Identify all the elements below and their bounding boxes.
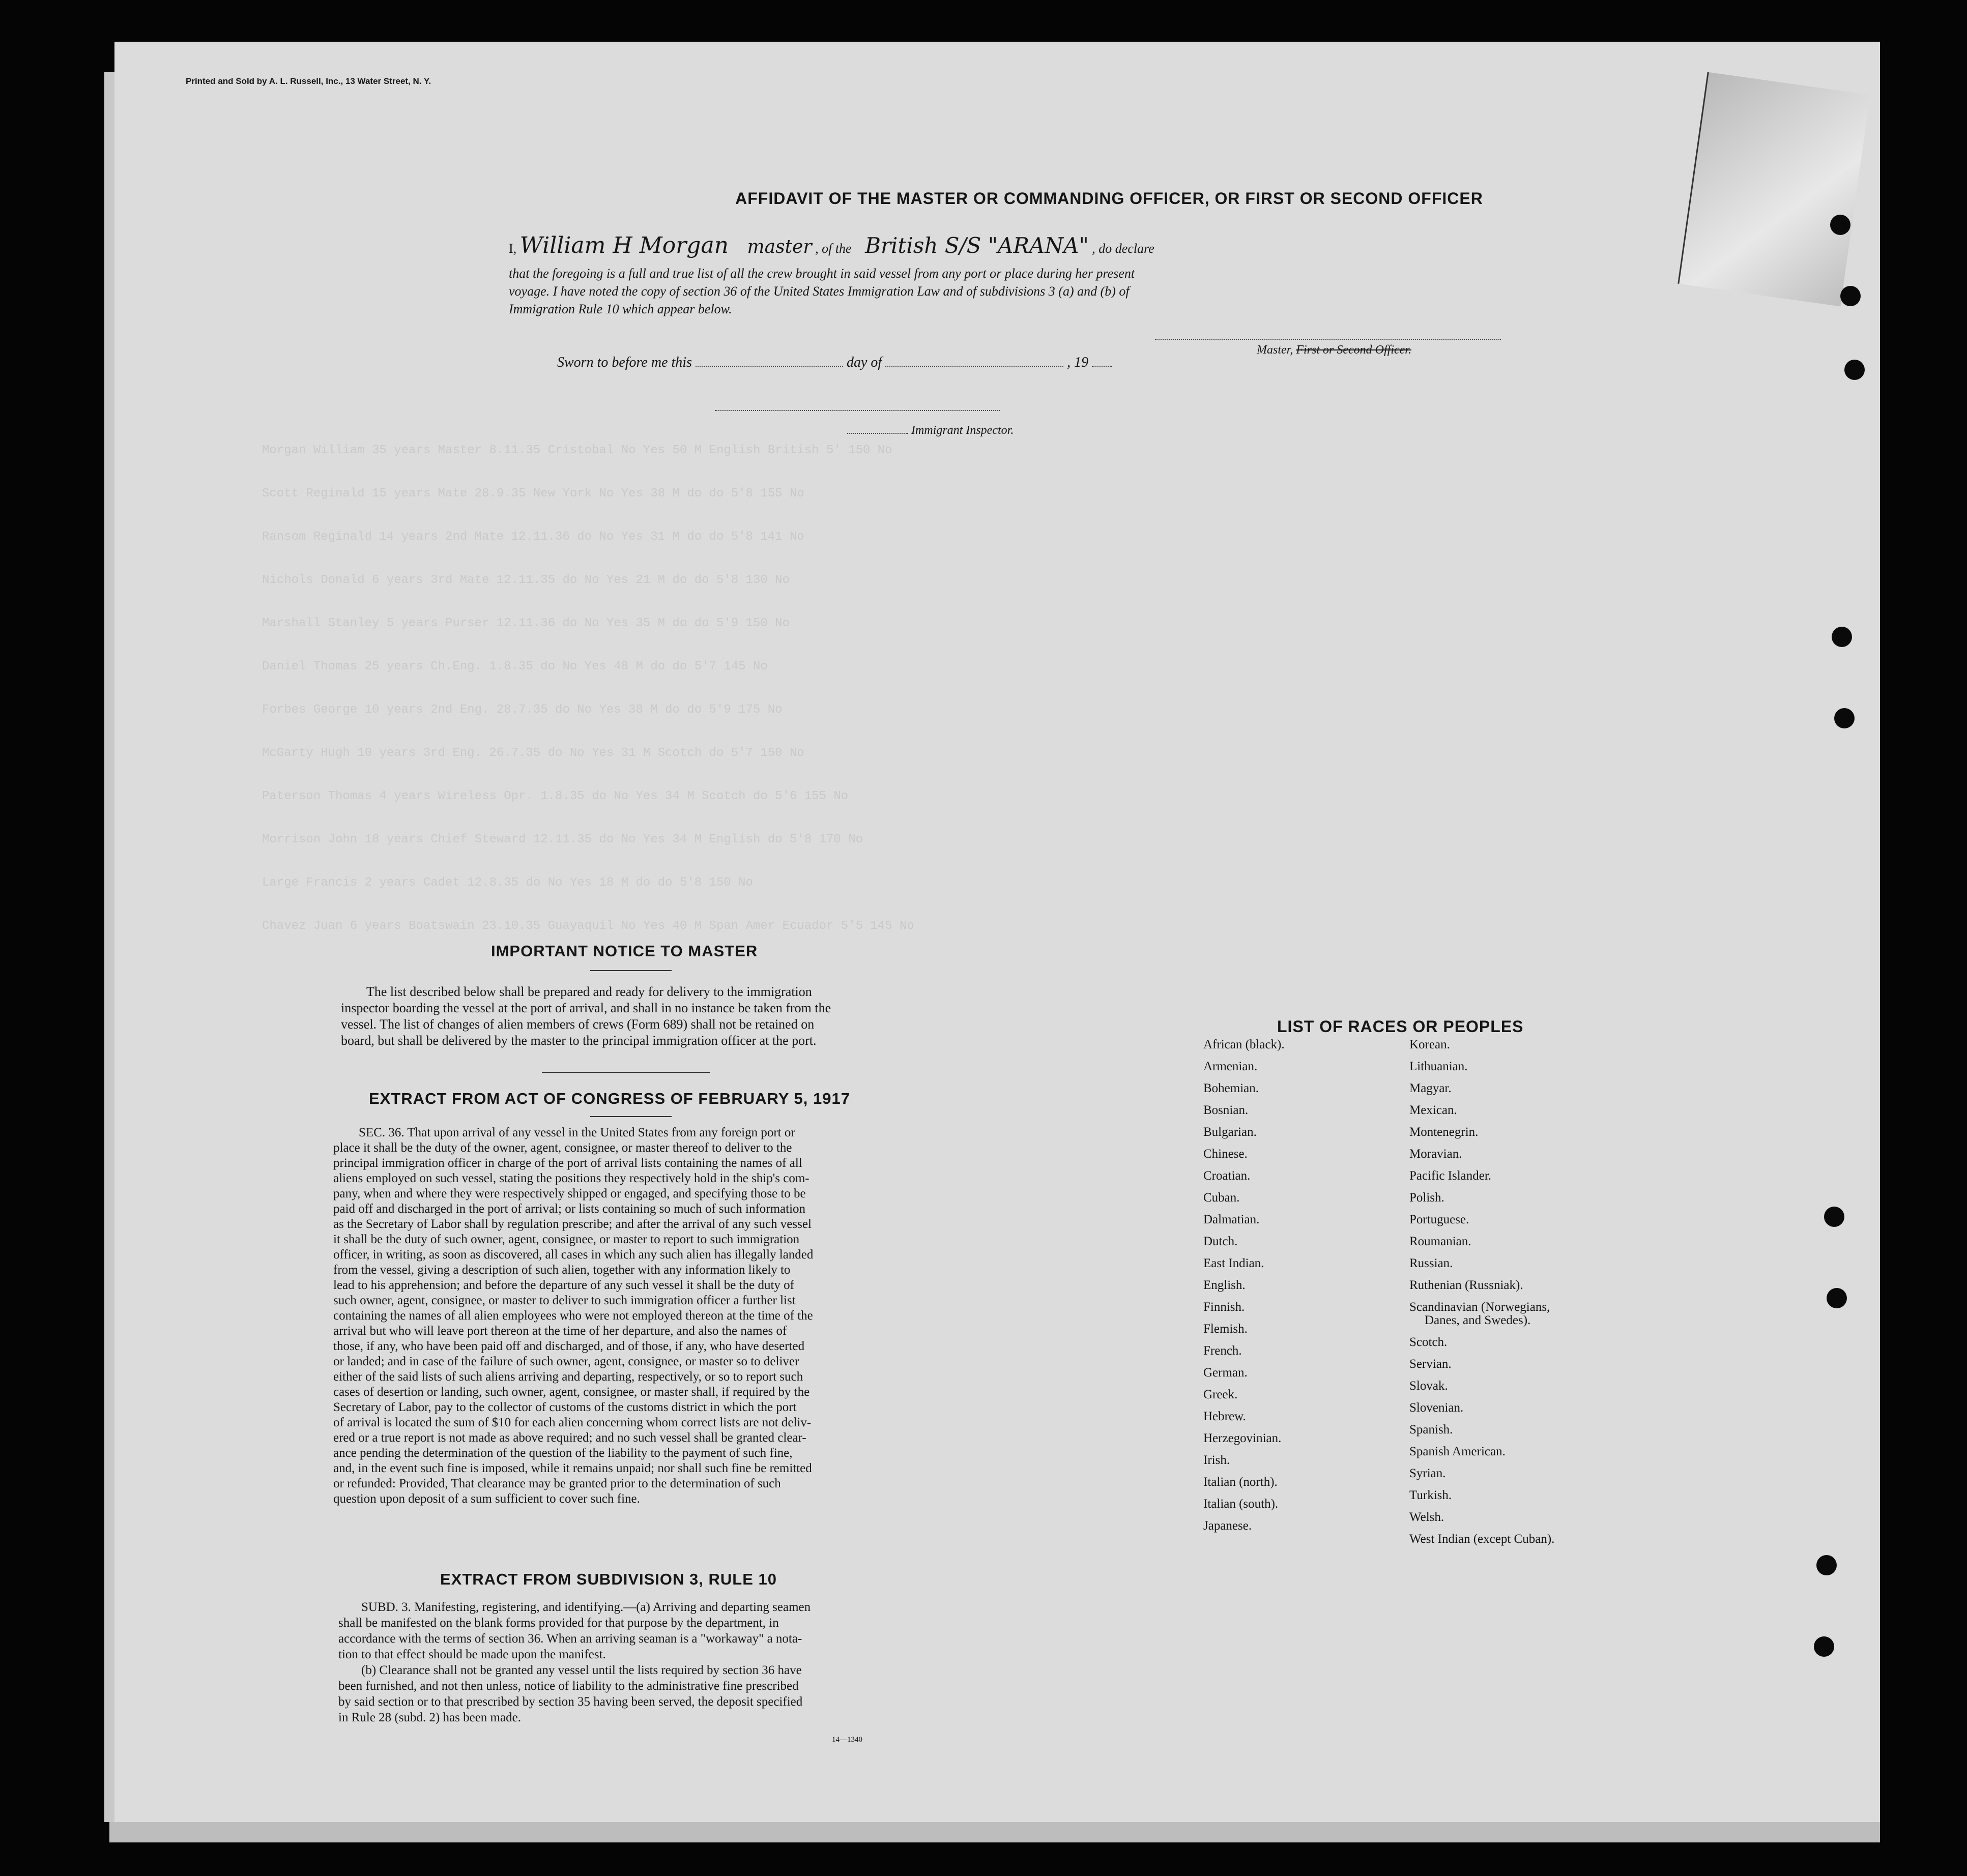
race-item: Scandinavian (Norwegians, — [1409, 1300, 1550, 1314]
race-item: Cuban. — [1203, 1191, 1240, 1205]
race-item: Korean. — [1409, 1038, 1450, 1051]
race-item: Croatian. — [1203, 1169, 1251, 1183]
race-item: Armenian. — [1203, 1060, 1258, 1073]
inspector-label: Immigrant Inspector. — [911, 424, 1014, 437]
notice-body — [341, 984, 1046, 1049]
race-item: Servian. — [1409, 1357, 1452, 1371]
sworn-year-blank — [1092, 366, 1112, 367]
extract-act-line: arrival but who will leave port thereon at the time of her departure, and also the names of — [333, 1324, 787, 1338]
race-item: East Indian. — [1203, 1256, 1264, 1270]
punch-hole — [1840, 286, 1861, 306]
extract-rule-line: SUBD. 3. Manifesting, registering, and identifying.—(a) Arriving and departing seamen — [361, 1600, 811, 1614]
race-item: Lithuanian. — [1409, 1060, 1468, 1073]
extract-act-line: aliens employed on such vessel, stating the positions they respectively hold in the ship's com- — [333, 1171, 809, 1185]
extract-act-line: principal immigration officer in charge of the port of arrival lists containing the names of all — [333, 1156, 802, 1170]
stacked-page-edge — [104, 72, 114, 1822]
day-of-label: day of — [846, 355, 882, 370]
extract-act-line: SEC. 36. That upon arrival of any vessel in the United States from any foreign port or — [359, 1126, 795, 1139]
signature-struck-label: First or Second Officer. — [1296, 343, 1411, 357]
race-item: German. — [1203, 1366, 1248, 1380]
affidavit-line-2: that the foregoing is a full and true list of all the crew brought in said vessel from any port or place during her present — [509, 266, 1135, 281]
punch-hole — [1844, 360, 1865, 380]
notice-line: vessel. The list of changes of alien members of crews (Form 689) shall not be retained on — [341, 1017, 815, 1032]
master-rank: master — [747, 237, 812, 257]
bleed-row: Large Francis 2 years Cadet 12.8.35 do No Yes 18 M do do 5'8 150 No — [262, 876, 753, 890]
race-item: Slovak. — [1409, 1379, 1448, 1393]
affidavit-line-3: voyage. I have noted the copy of section 36 of the United States Immigration Law and of subdivisions 3 (a) and (b) of — [509, 284, 1130, 299]
race-item: Magyar. — [1409, 1081, 1452, 1095]
extract-act-title: EXTRACT FROM ACT OF CONGRESS OF FEBRUARY 5, 1917 — [369, 1090, 850, 1107]
bleed-row: Morgan William 35 years Master 8.11.35 Cristobal No Yes 50 M English British 5' 150 No — [262, 444, 892, 457]
manifest-page — [114, 42, 1880, 1842]
extract-rule-line: (b) Clearance shall not be granted any vessel until the lists required by section 36 have — [361, 1663, 802, 1677]
affidavit-line-4: Immigration Rule 10 which appear below. — [509, 302, 732, 316]
extract-act-line: such owner, agent, consignee, or master to deliver to such immigration officer a further list — [333, 1294, 796, 1307]
extract-act-line: containing the names of all alien employees who were not employed thereon at the time of the — [333, 1309, 813, 1323]
affidavit-line-1 — [509, 232, 1618, 258]
race-item: Russian. — [1409, 1256, 1453, 1270]
bleed-row: Ransom Reginald 14 years 2nd Mate 12.11.36 do No Yes 31 M do do 5'8 141 No — [262, 530, 804, 544]
race-item: Slovenian. — [1409, 1401, 1464, 1415]
extract-rule-line: in Rule 28 (subd. 2) has been made. — [338, 1711, 521, 1724]
race-item: Flemish. — [1203, 1322, 1248, 1336]
notice-title: IMPORTANT NOTICE TO MASTER — [491, 942, 758, 960]
extract-rule-body — [338, 1599, 1051, 1725]
punch-hole — [1834, 708, 1855, 728]
notice-line: inspector boarding the vessel at the port of arrival, and shall in no instance be taken from the — [341, 1001, 831, 1015]
signature-line — [1155, 338, 1501, 340]
punch-hole — [1832, 627, 1852, 647]
extract-act-line: cases of desertion or landing, such owner, agent, consignee, or master shall, if required by the — [333, 1385, 810, 1399]
race-item: Scotch. — [1409, 1335, 1448, 1349]
extract-act-line: it shall be the duty of such owner, agent, consignee, or master to report to such immigration — [333, 1233, 800, 1246]
extract-act-line: question upon deposit of a sum sufficient to cover such fine. — [333, 1492, 640, 1506]
extract-act-line: pany, when and where they were respectively shipped or engaged, and specifying those to be — [333, 1187, 806, 1200]
race-item: Finnish. — [1203, 1300, 1245, 1314]
sworn-day-blank — [696, 366, 843, 367]
race-item: Bohemian. — [1203, 1081, 1259, 1095]
bleed-row: Morrison John 18 years Chief Steward 12.11.35 do No Yes 34 M English do 5'8 170 No — [262, 833, 863, 846]
extract-act-line: and, in the event such fine is imposed, while it remains unpaid; nor shall such fine be remitted — [333, 1461, 812, 1475]
bleed-row: McGarty Hugh 10 years 3rd Eng. 26.7.35 do No Yes 31 M Scotch do 5'7 150 No — [262, 746, 804, 760]
notice-line: board, but shall be delivered by the master to the principal immigration officer at the port. — [341, 1033, 817, 1048]
race-item: French. — [1203, 1344, 1242, 1358]
inspector-blank — [847, 433, 908, 434]
affidavit-pronoun: I, — [509, 241, 517, 256]
extract-act-line: Secretary of Labor, pay to the collector of customs of the customs district in which the port — [333, 1400, 797, 1414]
race-item: Hebrew. — [1203, 1410, 1246, 1423]
races-title: LIST OF RACES OR PEOPLES — [1277, 1017, 1524, 1036]
extract-act-line: or refunded: Provided, That clearance may be granted prior to the determination of such — [333, 1477, 781, 1490]
extract-act-line: place it shall be the duty of the owner, agent, consignee, or master thereof to deliver to the — [333, 1141, 792, 1155]
race-item: Chinese. — [1203, 1147, 1248, 1161]
extract-act-underline — [590, 1116, 672, 1117]
extract-rule-line: been furnished, and not then unless, notice of liability to the administrative fine prescribed — [338, 1679, 799, 1693]
signature-master-label: Master, — [1257, 343, 1293, 357]
race-item: Irish. — [1203, 1453, 1230, 1467]
extract-act-line: officer, in writing, as soon as discovered, all cases in which any such alien has illegally landed — [333, 1248, 814, 1262]
stacked-page-edge — [109, 1822, 1880, 1842]
bleed-row: Scott Reginald 15 years Mate 28.9.35 New York No Yes 38 M do do 5'8 155 No — [262, 487, 804, 501]
sworn-line — [557, 355, 1112, 371]
do-declare-label: , do declare — [1092, 241, 1154, 256]
inspector-line — [847, 422, 1014, 438]
race-item: West Indian (except Cuban). — [1409, 1532, 1555, 1546]
extract-act-line: ered or a true report is not made as above required; and no such vessel shall be granted clear- — [333, 1431, 806, 1445]
race-item: African (black). — [1203, 1038, 1285, 1051]
extract-rule-line: accordance with the terms of section 36. When an arriving seaman is a "workaway" a nota- — [338, 1632, 802, 1646]
sworn-month-blank — [885, 366, 1063, 367]
sworn-label: Sworn to before me this — [557, 355, 692, 370]
form-number: 14—1340 — [832, 1736, 862, 1744]
bleed-row: Chavez Juan 6 years Boatswain 23.10.35 Guayaquil No Yes 40 M Span Amer Ecuador 5'5 145 No — [262, 919, 914, 933]
race-item: Montenegrin. — [1409, 1125, 1479, 1139]
extract-act-line: either of the said lists of such aliens arriving and departing, respectively, or so to report such — [333, 1370, 803, 1384]
extract-act-line: of arrival is located the sum of $10 for each alien concerning whom correct lists are not deliv- — [333, 1416, 812, 1429]
race-item: Bulgarian. — [1203, 1125, 1257, 1139]
bleed-row: Forbes George 10 years 2nd Eng. 28.7.35 do No Yes 38 M do do 5'9 175 No — [262, 703, 783, 717]
of-the-label: , of the — [815, 241, 852, 256]
extract-rule-line: by said section or to that prescribed by section 35 having been served, the deposit specified — [338, 1695, 803, 1709]
printer-imprint: Printed and Sold by A. L. Russell, Inc., 13 Water Street, N. Y. — [186, 76, 431, 86]
race-item: Roumanian. — [1409, 1235, 1471, 1248]
punch-hole — [1814, 1636, 1834, 1657]
year-label: , 19 — [1067, 355, 1089, 370]
race-item: Mexican. — [1409, 1103, 1457, 1117]
notice-line: The list described below shall be prepared and ready for delivery to the immigration — [366, 984, 812, 999]
vessel-name: British S/S "ARANA" — [865, 233, 1089, 258]
master-name: William H Morgan — [519, 232, 729, 258]
bleed-row: Nichols Donald 6 years 3rd Mate 12.11.35 do No Yes 21 M do do 5'8 130 No — [262, 573, 790, 587]
race-item: English. — [1203, 1278, 1246, 1292]
race-item: Turkish. — [1409, 1488, 1452, 1502]
affidavit-title: AFFIDAVIT OF THE MASTER OR COMMANDING OFFICER, OR FIRST OR SECOND OFFICER — [735, 189, 1483, 208]
punch-hole — [1824, 1207, 1844, 1227]
race-item: Dalmatian. — [1203, 1213, 1260, 1226]
race-item: Portuguese. — [1409, 1213, 1469, 1226]
race-item: Polish. — [1409, 1191, 1444, 1205]
extract-act-line: lead to his apprehension; and before the departure of any such vessel it shall be the duty of — [333, 1278, 794, 1292]
race-item: Bosnian. — [1203, 1103, 1249, 1117]
race-item: Spanish American. — [1409, 1445, 1506, 1458]
bleed-row: Daniel Thomas 25 years Ch.Eng. 1.8.35 do No Yes 48 M do do 5'7 145 No — [262, 660, 768, 673]
race-item: Dutch. — [1203, 1235, 1238, 1248]
race-item: Danes, and Swedes). — [1425, 1313, 1531, 1327]
race-item: Spanish. — [1409, 1423, 1453, 1437]
bleed-row: Marshall Stanley 5 years Purser 12.11.36 do No Yes 35 M do do 5'9 150 No — [262, 617, 790, 630]
extract-act-line: or landed; and in case of the failure of such owner, agent, consignee, or master so to deliver — [333, 1355, 799, 1368]
notice-divider — [542, 1072, 710, 1073]
race-item: Greek. — [1203, 1388, 1238, 1401]
race-item: Pacific Islander. — [1409, 1169, 1492, 1183]
race-item: Japanese. — [1203, 1519, 1252, 1533]
torn-corner — [1677, 72, 1870, 307]
race-item: Moravian. — [1409, 1147, 1462, 1161]
extract-act-line: paid off and discharged in the port of arrival; or lists containing so much of such information — [333, 1202, 806, 1216]
extract-act-line: those, if any, who have been paid off and discharged, and of those, if any, who have deserted — [333, 1339, 805, 1353]
signature-label — [1257, 342, 1411, 358]
extract-rule-line: tion to that effect should be made upon the manifest. — [338, 1648, 606, 1661]
race-item: Syrian. — [1409, 1467, 1446, 1480]
extract-act-body — [333, 1125, 1046, 1507]
punch-hole — [1827, 1288, 1847, 1308]
extract-act-line: from the vessel, giving a description of such alien, together with any information likely to — [333, 1263, 791, 1277]
race-item: Welsh. — [1409, 1510, 1444, 1524]
extract-rule-line: shall be manifested on the blank forms provided for that purpose by the department, in — [338, 1616, 779, 1630]
notice-title-underline — [590, 970, 672, 971]
extract-act-line: as the Secretary of Labor shall by regulation prescribe; and after the arrival of any such vessel — [333, 1217, 812, 1231]
race-item: Ruthenian (Russniak). — [1409, 1278, 1523, 1292]
extract-rule-title: EXTRACT FROM SUBDIVISION 3, RULE 10 — [440, 1570, 777, 1588]
extract-act-line: ance pending the determination of the question of the liability to the payment of such fine, — [333, 1446, 793, 1460]
punch-hole — [1816, 1555, 1837, 1575]
inspector-signature-line — [715, 409, 1000, 411]
bleed-row: Paterson Thomas 4 years Wireless Opr. 1.8.35 do No Yes 34 M Scotch do 5'6 155 No — [262, 789, 849, 803]
race-item: Italian (south). — [1203, 1497, 1279, 1511]
punch-hole — [1830, 215, 1850, 235]
race-item: Herzegovinian. — [1203, 1431, 1282, 1445]
race-item: Italian (north). — [1203, 1475, 1278, 1489]
